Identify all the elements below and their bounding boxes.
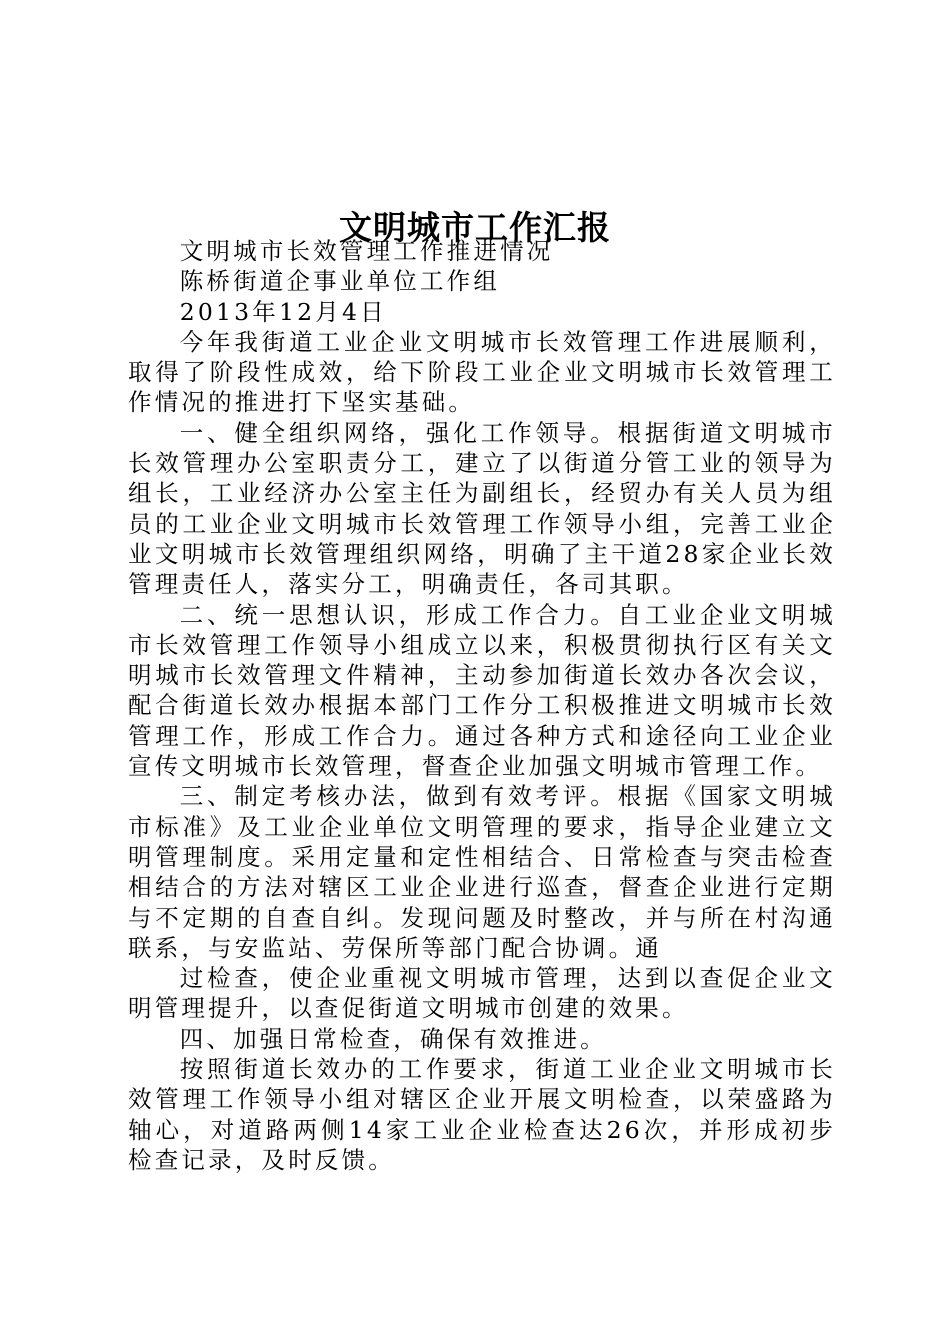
section-4-heading: 四、加强日常检查，确保有效推进。 — [179, 1024, 607, 1053]
section-3-continued-paragraph: 过检查，使企业重视文明城市管理，达到以查促企业文明管理提升，以查促街道文明城市创建的效果。 — [128, 964, 836, 1023]
section-2-paragraph: 二、统一思想认识，形成工作合力。自工业企业文明城市长效管理工作领导小组成立以来，积极贯彻执行区有关文明城市长效管理文件精神，主动参加街道长效办各次会议，配合街道长效办根据本部门工作分工积极推进文明城市长效管理工作，形成工作合力。通过各种方式和途径向工业企业宣传文明城市长效管理，督查企业加强文明城市管理工作。 — [128, 600, 836, 781]
date-line: 2013年12月4日 — [179, 297, 387, 326]
section-1-paragraph: 一、健全组织网络，强化工作领导。根据街道文明城市长效管理办公室职责分工，建立了以街道分管工业的领导为组长，工业经济办公室主任为副组长，经贸办有关人员为组员的工业企业文明城市长效管理工作领导小组，完善工业企业文明城市长效管理组织网络，明确了主干道28家企业长效管理责任人，落实分工，明确责任，各司其职。 — [128, 418, 836, 599]
subtitle: 文明城市长效管理工作推进情况 — [179, 237, 554, 265]
document-title: 文明城市工作汇报 — [339, 208, 611, 248]
section-4-paragraph: 按照街道长效办的工作要求，街道工业企业文明城市长效管理工作领导小组对辖区企业开展文明检查，以荣盛路为轴心，对道路两侧14家工业企业检查达26次，并形成初步检查记录，及时反馈。 — [128, 1055, 836, 1174]
document-body — [128, 236, 836, 1175]
intro-paragraph: 今年我街道工业企业文明城市长效管理工作进展顺利，取得了阶段性成效，给下阶段工业企业文明城市长效管理工作情况的推进打下坚实基础。 — [128, 327, 836, 417]
organization-line: 陈桥街道企事业单位工作组 — [179, 267, 501, 296]
section-3-paragraph: 三、制定考核办法，做到有效考评。根据《国家文明城市标准》及工业企业单位文明管理的要求，指导企业建立文明管理制度。采用定量和定性相结合、日常检查与突击检查相结合的方法对辖区工业企业进行巡查，督查企业进行定期与不定期的自查自纠。发现问题及时整改，并与所在村沟通联系，与安监站、劳保所等部门配合协调。通 — [128, 782, 836, 962]
